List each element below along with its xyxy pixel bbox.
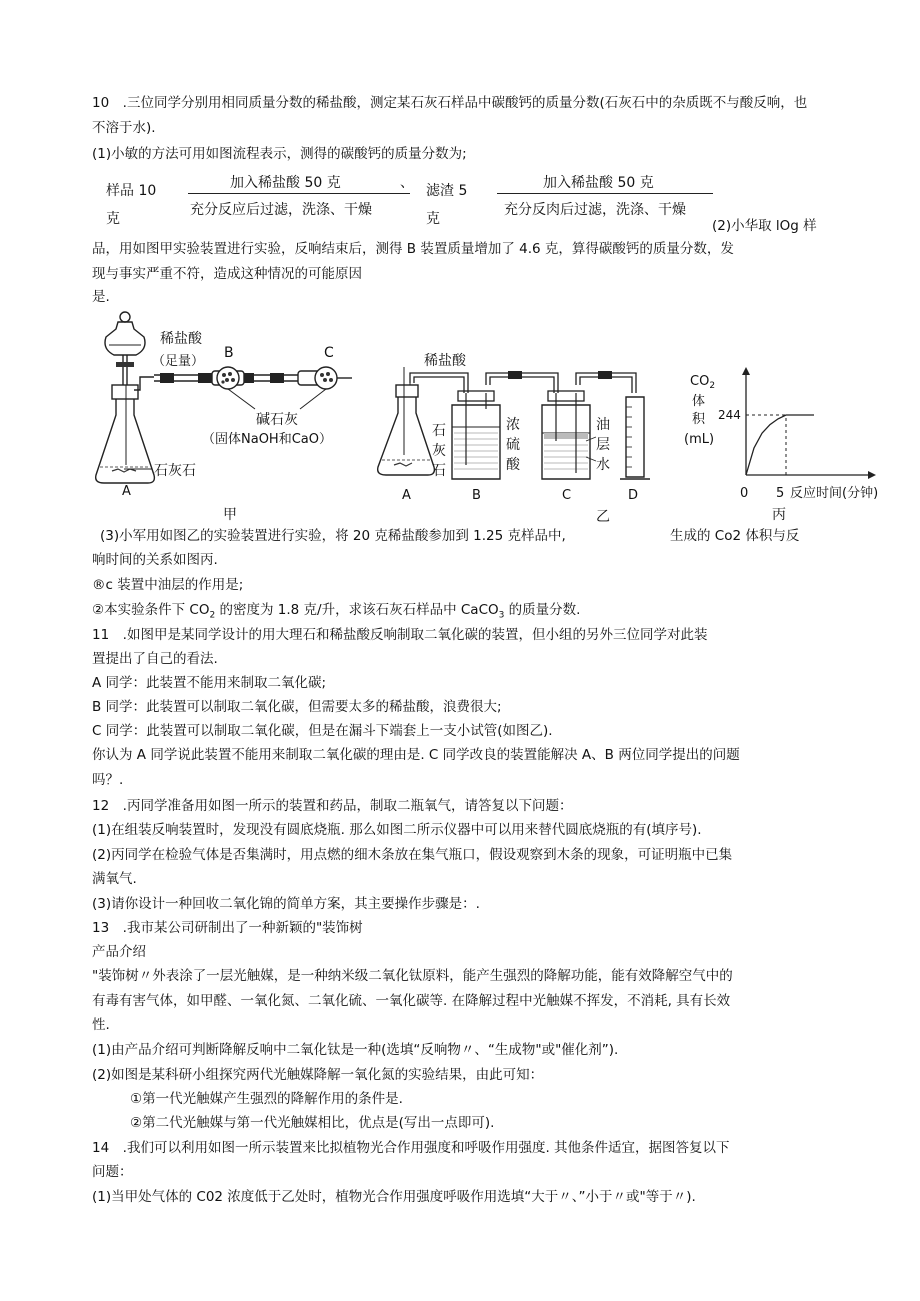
yi-label-lime-1: 石	[432, 423, 446, 439]
yi-label-acid-2: 硫	[506, 437, 520, 453]
q11-c: C 同学：此装置可以制取二氧化碳，但是在漏斗下端套上一支小试管(如图乙).	[92, 723, 553, 739]
q14-line2: 问题：	[92, 1164, 133, 1180]
bing-caption: 丙	[772, 507, 786, 523]
q11-question-2: 吗？.	[92, 772, 124, 788]
flow-arrow-line-2	[497, 193, 713, 194]
q11-question-1: 你认为 A 同学说此装置不能用来制取二氧化碳的理由是. C 同学改良的装置能解决 A、B 两位同学提出的问题	[92, 747, 740, 763]
q10-line1: 10 .三位同学分别用相同质量分数的稀盐酸，测定某石灰石样品中碳酸钙的质量分数(石灰石中的杂质既不与酸反响，也	[92, 95, 808, 111]
flow-step1-bottom: 充分反应后过滤，洗涤、干燥	[190, 202, 372, 218]
jia-label-enough: （足量）	[152, 354, 205, 369]
figure-jia-apparatus	[90, 305, 380, 525]
jia-label-soda-note: （固体NaOH和CaO）	[202, 432, 332, 447]
q10-part2-line3: 现与事实严重不符，造成这种情况的可能原因	[92, 266, 362, 282]
q12-part2-line1: (2)丙同学在检验气体是否集满时，用点燃的细木条放在集气瓶口，假设观察到木条的现象，可证明瓶中已集	[92, 847, 733, 863]
jia-label-B: B	[224, 345, 234, 361]
q13-line5: 性.	[92, 1017, 110, 1033]
bing-tick-0: 0	[740, 486, 749, 501]
q10-part3-line2: 响时间的关系如图丙.	[92, 552, 218, 568]
q10-line2: 不溶于水).	[92, 120, 156, 136]
flow-arrow-line-1	[188, 193, 410, 194]
q12-part3: (3)请你设计一种回收二氧化锦的简单方案，其主要操作步骤是：.	[92, 896, 480, 912]
q11-b: B 同学：此装置可以制取二氧化碳，但需要太多的稀盐酸，浪费很大;	[92, 699, 502, 715]
jia-label-acid: 稀盐酸	[160, 331, 202, 347]
jia-label-A: A	[122, 484, 131, 499]
q14-part1: (1)当甲处气体的 C02 浓度低于乙处时，植物光合作用强度呼吸作用选填“大于〃、”小于〃或"等于〃).	[92, 1189, 696, 1205]
flow-step2-top: 加入稀盐酸 50 克	[543, 175, 654, 191]
figure-bing-chart	[680, 365, 905, 525]
yi-label-lime-2: 灰	[432, 443, 446, 459]
q10-part2-line4: 是.	[92, 289, 110, 305]
bing-xlabel: 反应时间(分钟)	[790, 486, 879, 501]
q13-line2: 产品介绍	[92, 944, 146, 960]
q10-part3-q1: ®c 装置中油层的作用是;	[92, 577, 244, 593]
q11-line2: 置提出了自己的看法.	[92, 651, 218, 667]
flow-residue-2: 克	[426, 211, 440, 227]
bing-series-line	[746, 415, 814, 475]
q11-line1: 11 .如图甲是某同学设计的用大理石和稀盐酸反响制取二氧化碳的装置，但小组的另外三位同学对此装	[92, 627, 708, 643]
jia-caption: 甲	[223, 507, 237, 523]
q11-a: A 同学：此装置不能用来制取二氧化碳;	[92, 675, 327, 691]
q12-part2-line2: 满氧气.	[92, 871, 137, 887]
q10-part3-a: (3)小军用如图乙的实验装置进行实验，将 20 克稀盐酸参加到 1.25 克样品中,	[100, 528, 566, 544]
q10-part3-q2: ②本实验条件下 $CO_2$ 的密度为 1.8 克/升，求该石灰石样品中 CaCO$_3$ 的质量分数.	[92, 602, 581, 621]
yi-label-acid-1: 浓	[506, 417, 520, 433]
flow-step1-top: 加入稀盐酸 50 克	[230, 175, 341, 191]
bing-tick-5: 5	[776, 486, 785, 501]
flow-residue-1: 滤渣 5	[426, 183, 468, 199]
bing-y-arrow	[742, 367, 750, 375]
bing-ylabel-4: (mL)	[684, 432, 715, 447]
q13-line3: "装饰树〃外表涂了一层光触媒，是一种纳米级二氧化钛原料，能产生强烈的降解功能，能有效降解空气中的	[92, 968, 733, 984]
bing-tick-244: 244	[718, 408, 741, 422]
q12-part1: (1)在组装反响装置时，发现没有圆底烧瓶. 那么如图二所示仪器中可以用来替代圆底烧瓶的有(填序号).	[92, 822, 702, 838]
bing-ylabel-co: $CO_2$	[690, 374, 716, 391]
q10-part1: (1)小敏的方法可用如图流程表示，测得的碳酸钙的质量分数为;	[92, 146, 467, 162]
yi-label-oil-2: 层	[596, 437, 610, 453]
jia-label-C: C	[324, 345, 334, 361]
jia-label-soda: 碱石灰	[256, 412, 298, 428]
yi-label-A: A	[402, 488, 411, 503]
bing-x-arrow	[868, 471, 876, 479]
yi-label-acid-3: 酸	[506, 457, 520, 473]
yi-label-D: D	[628, 488, 639, 503]
q12-line1: 12 .丙同学准备用如图一所示的装置和药品，制取二瓶氧气，请答复以下问题：	[92, 798, 573, 814]
q13-sub2: ②第二代光触媒与第一代光触媒相比，优点是(写出一点即可).	[130, 1115, 495, 1131]
flow-sample-2: 克	[106, 211, 120, 227]
q10-part2-start: (2)小华取 lOg 样	[712, 218, 817, 234]
q10-part3-b: 生成的 Co2 体积与反	[670, 528, 800, 544]
yi-label-B: B	[472, 488, 481, 503]
yi-label-oil-1: 油	[596, 417, 610, 433]
flow-step1-dot: 、	[400, 175, 414, 191]
bing-ylabel-3: 积	[692, 412, 706, 427]
q13-part1: (1)由产品介绍可判断降解反响中二氧化钛是一种(选填“反响物〃、“生成物"或"催化剂”).	[92, 1042, 619, 1058]
jia-label-limestone: 石灰石	[154, 463, 196, 479]
q13-line4: 有毒有害气体，如甲醛、一氧化氮、二氧化硫、一氧化碳等. 在降解过程中光触媒不挥发，不消耗, 具有长效	[92, 993, 731, 1009]
yi-label-lime-3: 石	[432, 463, 446, 479]
q10-part2-line2: 品，用如图甲实验装置进行实验，反响结束后，测得 B 装置质量增加了 4.6 克，算得碳酸钙的质量分数，发	[92, 241, 734, 257]
q13-part2: (2)如图是某科研小组探究两代光触媒降解一氧化氮的实验结果，由此可知：	[92, 1067, 544, 1083]
yi-label-C: C	[562, 488, 572, 503]
q14-line1: 14 .我们可以利用如图一所示装置来比拟植物光合作用强度和呼吸作用强度. 其他条件适宜，据图答复以下	[92, 1140, 730, 1156]
yi-label-oil-3: 水	[596, 457, 610, 473]
flow-sample-1: 样品 10	[106, 183, 157, 199]
q13-sub1: ①第一代光触媒产生强烈的降解作用的条件是.	[130, 1091, 403, 1107]
bing-ylabel-2: 体	[692, 394, 706, 409]
yi-label-acid: 稀盐酸	[424, 353, 466, 369]
yi-caption: 乙	[596, 509, 610, 525]
figure-yi-apparatus	[368, 345, 668, 525]
flow-step2-bottom: 充分反肉后过滤，洗涤、干燥	[504, 202, 686, 218]
q13-line1: 13 .我市某公司研制出了一种新颖的"装饰树	[92, 920, 363, 936]
